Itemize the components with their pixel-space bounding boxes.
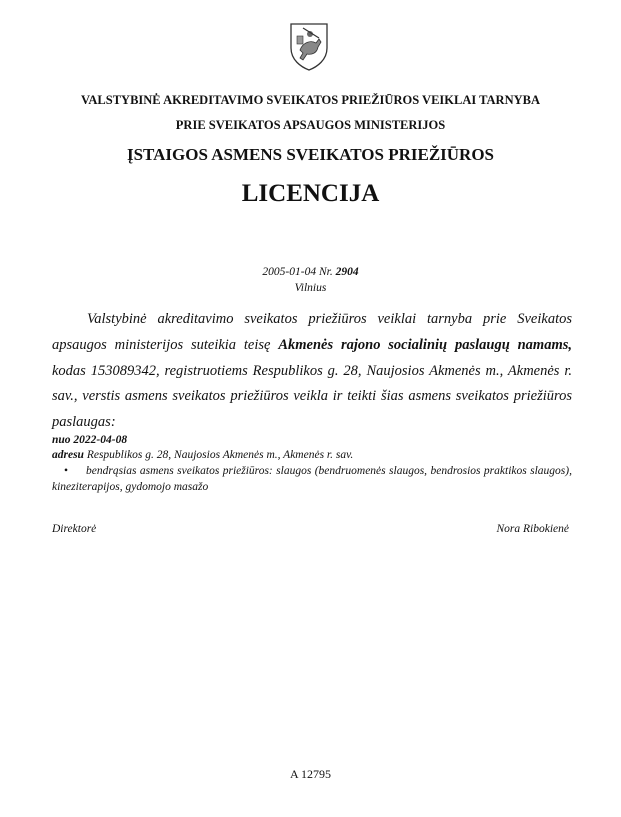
agency-name: VALSTYBINĖ AKREDITAVIMO SVEIKATOS PRIEŽIŪROS VEIKLAI TARNYBA <box>80 93 541 107</box>
license-holder: Akmenės rajono socialinių paslaugų namams, <box>278 336 572 353</box>
issue-date: 2005-01-04 <box>262 266 317 278</box>
address-line <box>52 448 572 464</box>
service-list-item <box>52 464 572 495</box>
service-text: bendrąsias asmens sveikatos priežiūros: slaugos (bendruomenės slaugos, bendrosios praktikos slaugos), kineziterapijos, gydomojo masažo <box>52 465 572 493</box>
nr-label: Nr. <box>318 266 333 278</box>
signatory-name: Nora Ribokienė <box>496 523 569 535</box>
bullet-icon: • <box>64 465 69 477</box>
license-number: 2904 <box>335 266 359 278</box>
form-code: A 12795 <box>289 767 331 781</box>
valid-from: nuo 2022-04-08 <box>52 434 128 446</box>
address: Respublikos g. 28, Naujosios Akmenės m., Akmenės r. sav. <box>83 449 354 461</box>
address-label: adresu <box>52 449 84 461</box>
license-body <box>52 307 572 436</box>
body-text-cont: kodas 153089342, registruotiems Respublikos g. 28, Naujosios Akmenės m., Akmenės r. sav., verstis asmens sveikatos priežiūros veikla ir teikti šias asmens sveikatos priežiūros paslaugas: <box>52 362 572 431</box>
body-text: Valstybinė akreditavimo sveikatos priežiūros veiklai tarnyba prie Sveikatos apsaugos ministerijos suteikia teisę <box>52 311 572 353</box>
ministry-name: PRIE SVEIKATOS APSAUGOS MINISTERIJOS <box>175 118 446 132</box>
signatory-role: Direktorė <box>52 523 97 535</box>
issue-date-line <box>0 266 621 278</box>
coat-of-arms-icon <box>283 20 335 72</box>
license-type: ĮSTAIGOS ASMENS SVEIKATOS PRIEŽIŪROS <box>126 145 495 164</box>
document-title: LICENCIJA <box>241 180 380 207</box>
city: Vilnius <box>294 282 327 294</box>
